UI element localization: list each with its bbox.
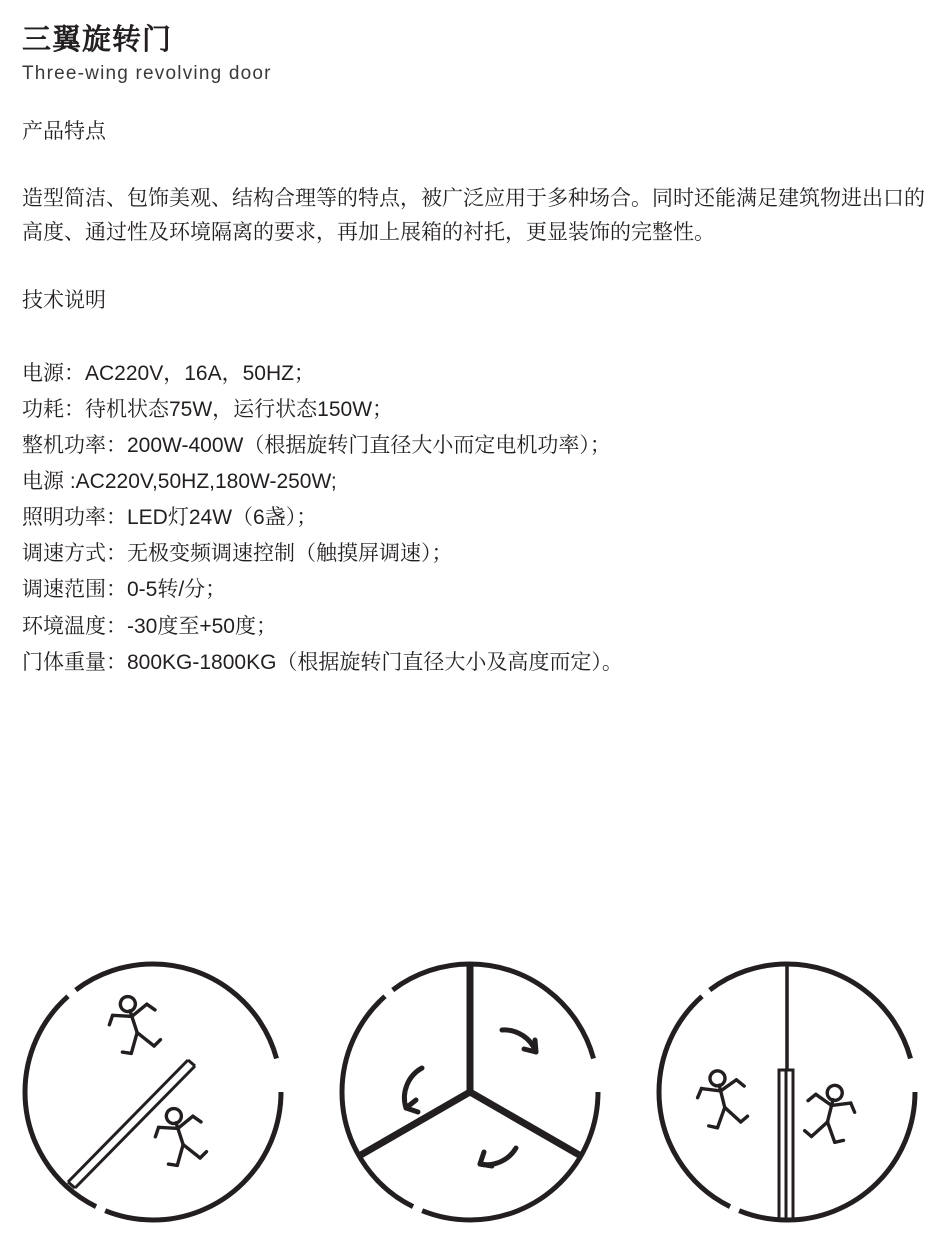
door-diagram-single-wing (13, 952, 303, 1232)
list-item: 调速方式：无极变频调速控制（触摸屏调速）； (22, 542, 453, 566)
list-item: 照明功率：LED灯24W（6盏）； (22, 506, 318, 530)
specs-heading: 技术说明 (22, 289, 106, 313)
features-body: 造型简洁、包饰美观、结构合理等的特点，被广泛应用于多种场合。同时还能满足建筑物进出口的高度、通过性及环境隔离的要求，再加上展箱的衬托，更显装饰的完整性。 (22, 187, 925, 245)
diagram-row (0, 952, 950, 1237)
page-title-en: Three-wing revolving door (22, 63, 272, 85)
list-item: 整机功率：200W-400W（根据旋转门直径大小而定电机功率）； (22, 433, 611, 457)
single-wing-illustration (13, 952, 293, 1232)
pedestrian-icon (103, 989, 166, 1057)
list-item: 调速范围：0-5转/分； (22, 578, 227, 602)
page-title-cn: 三翼旋转门 (22, 24, 173, 56)
door-slab (779, 1070, 793, 1220)
door-diagram-center-partition (647, 952, 937, 1232)
list-item: 功耗：待机状态75W，运行状态150W； (22, 397, 394, 421)
pedestrian-icon (799, 1080, 859, 1145)
list-item: 环境温度：-30度至+50度； (22, 614, 277, 638)
features-heading: 产品特点 (22, 119, 106, 143)
specs-list (22, 356, 928, 681)
list-item: 门体重量：800KG-1800KG（根据旋转门直径大小及高度而定）。 (22, 650, 623, 674)
door-diagram-three-wing-rotation (330, 952, 620, 1232)
pedestrian-icon (692, 1065, 752, 1130)
list-item: 电源：AC220V，16A，50HZ； (22, 361, 315, 385)
list-item: 电源 :AC220V,50HZ,180W-250W; (22, 470, 337, 494)
three-wing-illustration (330, 952, 610, 1232)
door-circle (25, 964, 281, 1220)
center-partition-illustration (647, 952, 927, 1232)
pedestrian-icon (149, 1101, 212, 1169)
